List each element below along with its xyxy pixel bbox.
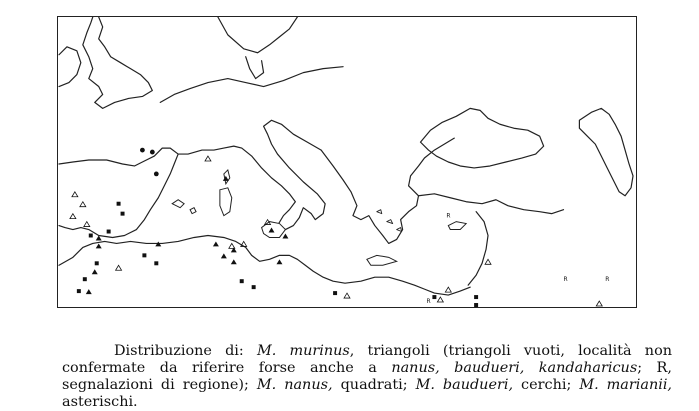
- square-marker: [432, 295, 436, 299]
- filled-triangle-marker: [92, 269, 98, 274]
- open-triangle-marker: [445, 287, 451, 292]
- square-marker: [121, 212, 125, 216]
- filled-triangle-marker: [86, 289, 92, 294]
- balearic-island: [190, 208, 196, 214]
- region-marker: R: [605, 276, 610, 284]
- square-marker: [89, 234, 93, 238]
- corsica-island: [224, 170, 230, 184]
- open-triangle-marker: [205, 156, 211, 161]
- open-triangle-marker: [116, 265, 122, 270]
- open-triangle-marker: [485, 259, 491, 264]
- square-marker: [83, 277, 87, 281]
- north-africa-coast: [59, 235, 470, 295]
- caption-species-nanus: M. nanus,: [256, 377, 333, 393]
- crete-island: [367, 255, 397, 265]
- square-marker: [117, 202, 121, 206]
- denmark-coast: [246, 57, 264, 79]
- scandinavia-coast: [218, 17, 297, 53]
- caspian-coast: [579, 108, 633, 195]
- circle-marker: [154, 172, 159, 177]
- aegean-island: [387, 220, 393, 224]
- levant-coast: [468, 212, 488, 285]
- open-triangle-marker: [596, 301, 602, 306]
- caption-species-baudueri: M. baudueri,: [415, 377, 514, 393]
- filled-triangle-marker: [282, 234, 288, 239]
- caption-text: cerchi;: [513, 377, 580, 393]
- map-canvas: [58, 17, 636, 307]
- anatolia-coast: [419, 194, 564, 214]
- black-sea-coast: [420, 108, 543, 168]
- distribution-map: [57, 16, 637, 308]
- circle-marker: [140, 148, 145, 153]
- aegean-island: [377, 210, 382, 214]
- filled-triangle-marker: [231, 259, 237, 264]
- square-marker: [240, 279, 244, 283]
- square-marker: [142, 253, 146, 257]
- caption-species-murinus: M. murinus: [256, 343, 350, 359]
- open-triangle-marker: [70, 214, 76, 219]
- filled-triangle-marker: [276, 259, 282, 264]
- figure-caption: [62, 343, 672, 411]
- open-triangle-marker: [84, 222, 90, 227]
- caption-text: asterischi.: [62, 394, 138, 410]
- square-marker: [95, 261, 99, 265]
- filled-triangle-marker: [221, 253, 227, 258]
- aegean-island: [397, 228, 402, 232]
- square-marker: [474, 295, 478, 299]
- region-marker: R: [563, 276, 568, 284]
- britain-coast: [83, 17, 153, 108]
- sardinia-island: [220, 188, 232, 216]
- square-marker: [107, 230, 111, 234]
- region-marker: R: [426, 298, 431, 306]
- balearic-island: [172, 200, 184, 208]
- caption-text: , triangoli (triangoli vuoti, località non confermate da riferire forse anche a: [62, 343, 672, 376]
- caption-text: Distribuzione di:: [114, 343, 257, 359]
- iberia-coast: [59, 148, 178, 237]
- cyprus-island: [448, 222, 466, 230]
- caption-text: ; R, segnalazioni di regione);: [62, 360, 672, 393]
- open-triangle-marker: [437, 297, 443, 302]
- filled-triangle-marker: [213, 241, 219, 246]
- open-triangle-marker: [344, 293, 350, 298]
- square-marker: [333, 291, 337, 295]
- open-triangle-marker: [72, 192, 78, 197]
- open-triangle-marker: [80, 202, 86, 207]
- france-italy-coast: [178, 120, 325, 229]
- circle-marker: [150, 150, 155, 155]
- open-triangle-marker: [229, 243, 235, 248]
- square-marker: [154, 261, 158, 265]
- caption-species-list: nanus, baudueri, kandaharicus: [391, 360, 638, 376]
- square-marker: [77, 289, 81, 293]
- ireland-coast: [59, 47, 81, 87]
- region-marker: R: [446, 212, 451, 220]
- filled-triangle-marker: [96, 243, 102, 248]
- caption-species-marianii: M. marianii,: [579, 377, 672, 393]
- square-marker: [474, 303, 478, 307]
- caption-text: quadrati;: [332, 377, 416, 393]
- square-marker: [252, 285, 256, 289]
